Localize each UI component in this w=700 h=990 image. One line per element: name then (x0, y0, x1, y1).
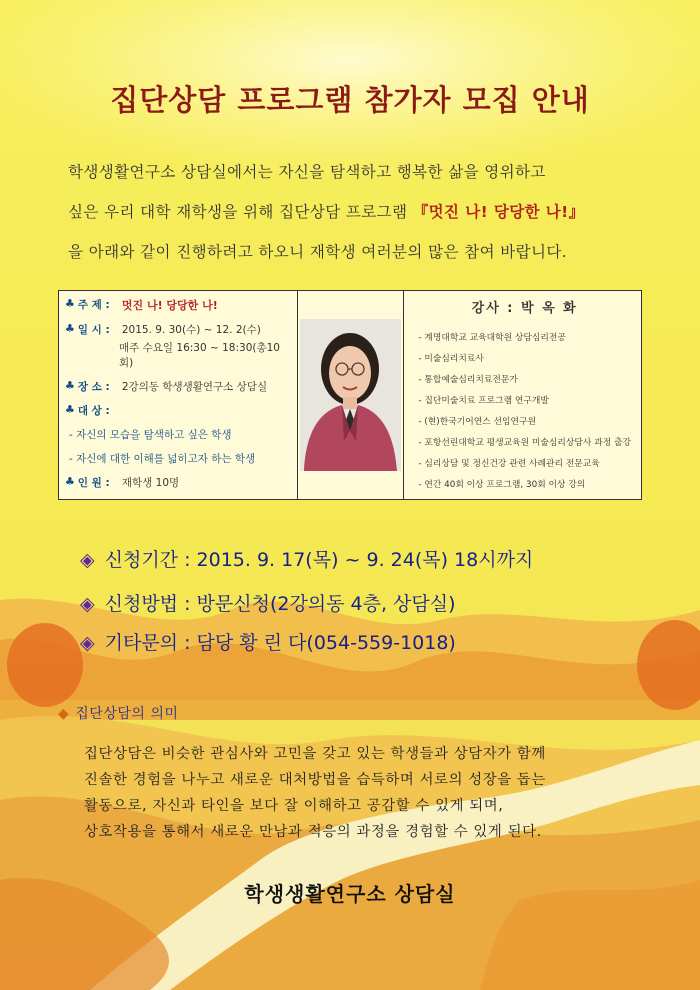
lecturer-heading: 강사 : 박 옥 화 (471, 301, 578, 316)
club-icon: ♣ (65, 403, 75, 416)
program-info-box (58, 290, 642, 500)
meaning-line: 상호작용을 통해서 새로운 만남과 적응의 과정을 경험할 수 있게 된다. (84, 824, 542, 840)
theme-label: 주 제 : (77, 299, 110, 311)
count-row (65, 475, 293, 490)
intro-line-3: 을 아래와 같이 진행하려고 하오니 재학생 여러분의 많은 참여 바랍니다. (68, 243, 568, 261)
lecturer-profile (404, 291, 641, 499)
footer-organization: 학생생활연구소 상담실 (244, 882, 456, 906)
theme-value: 멋진 나! 당당한 나! (121, 299, 218, 312)
credential-item: - 연간 40회 이상 프로그램, 30회 이상 강의 (418, 480, 586, 490)
intro-line-2-text: 싶은 우리 대학 재학생을 위해 집단상담 프로그램 (68, 203, 413, 221)
place-value: 2강의동 학생생활연구소 상담실 (121, 381, 268, 393)
credential-item: - 미술심리치료사 (418, 354, 484, 364)
intro-paragraph (68, 152, 638, 272)
diamond-icon: ◈ (80, 549, 95, 571)
diamond-icon: ◈ (80, 593, 95, 615)
meaning-line: 집단상담은 비슷한 관심사와 고민을 갖고 있는 학생들과 상담자가 함께 (84, 746, 546, 762)
program-name-highlight: 『멋진 나! 당당한 나!』 (412, 203, 585, 221)
lecturer-portrait (298, 291, 403, 496)
target-row (65, 403, 293, 418)
count-value: 재학생 10명 (121, 477, 180, 489)
target-item: - 자신에 대한 이해를 넓히고자 하는 학생 (69, 453, 256, 465)
credential-item: - 통합예술심리치료전문가 (418, 375, 518, 385)
application-method (80, 589, 456, 616)
diamond-icon: ◆ (58, 706, 70, 722)
credential-item: - 포항선린대학교 평생교육원 미술심리상담사 과정 출강 (418, 438, 631, 448)
application-period (80, 545, 533, 572)
meaning-line: 활동으로, 자신과 타인을 보다 잘 이해하고 공감할 수 있게 되며, (84, 798, 504, 814)
credential-item: - (현)한국기어연스 선임연구원 (418, 417, 536, 427)
theme-row (65, 297, 293, 313)
application-method-text: 신청방법 : 방문신청(2강의동 4층, 상담실) (104, 593, 456, 615)
diamond-icon: ◈ (80, 632, 95, 654)
program-details (59, 291, 298, 499)
place-row (65, 379, 293, 394)
meaning-heading-text: 집단상담의 의미 (75, 706, 179, 722)
club-icon: ♣ (65, 322, 75, 335)
date-schedule: 매주 수요일 16:30 ~ 18:30(총10회) (119, 342, 280, 369)
target-label: 대 상 : (77, 405, 110, 417)
meaning-line: 진솔한 경험을 나누고 새로운 대처방법을 습득하며 서로의 성장을 돕는 (84, 772, 546, 788)
club-icon: ♣ (65, 297, 75, 310)
application-inquiry-text: 기타문의 : 담당 황 린 다(054-559-1018) (104, 632, 456, 654)
application-period-text: 신청기간 : 2015. 9. 17(목) ~ 9. 24(목) 18시까지 (104, 549, 534, 571)
meaning-heading (58, 703, 178, 723)
count-label: 인 원 : (77, 477, 110, 489)
page-title: 집단상담 프로그램 참가자 모집 안내 (110, 83, 590, 117)
target-item: - 자신의 모습을 탐색하고 싶은 학생 (69, 429, 232, 441)
club-icon: ♣ (65, 379, 75, 392)
date-row (65, 322, 293, 337)
credential-item: - 심리상담 및 정신건강 관련 사례관리 전문교육 (418, 459, 600, 469)
intro-line-2 (68, 192, 638, 232)
credential-item: - 집단미술치료 프로그램 연구개발 (418, 396, 549, 406)
application-inquiry (80, 628, 456, 655)
credential-item: - 계명대학교 교육대학원 상담심리전공 (418, 333, 566, 343)
date-label: 일 시 : (77, 324, 110, 336)
club-icon: ♣ (65, 475, 75, 488)
lecturer-photo (298, 291, 404, 499)
date-value: 2015. 9. 30(수) ~ 12. 2(수) (121, 324, 261, 336)
intro-line-1: 학생생활연구소 상담실에서는 자신을 탐색하고 행복한 삶을 영위하고 (68, 163, 546, 181)
place-label: 장 소 : (77, 381, 110, 393)
